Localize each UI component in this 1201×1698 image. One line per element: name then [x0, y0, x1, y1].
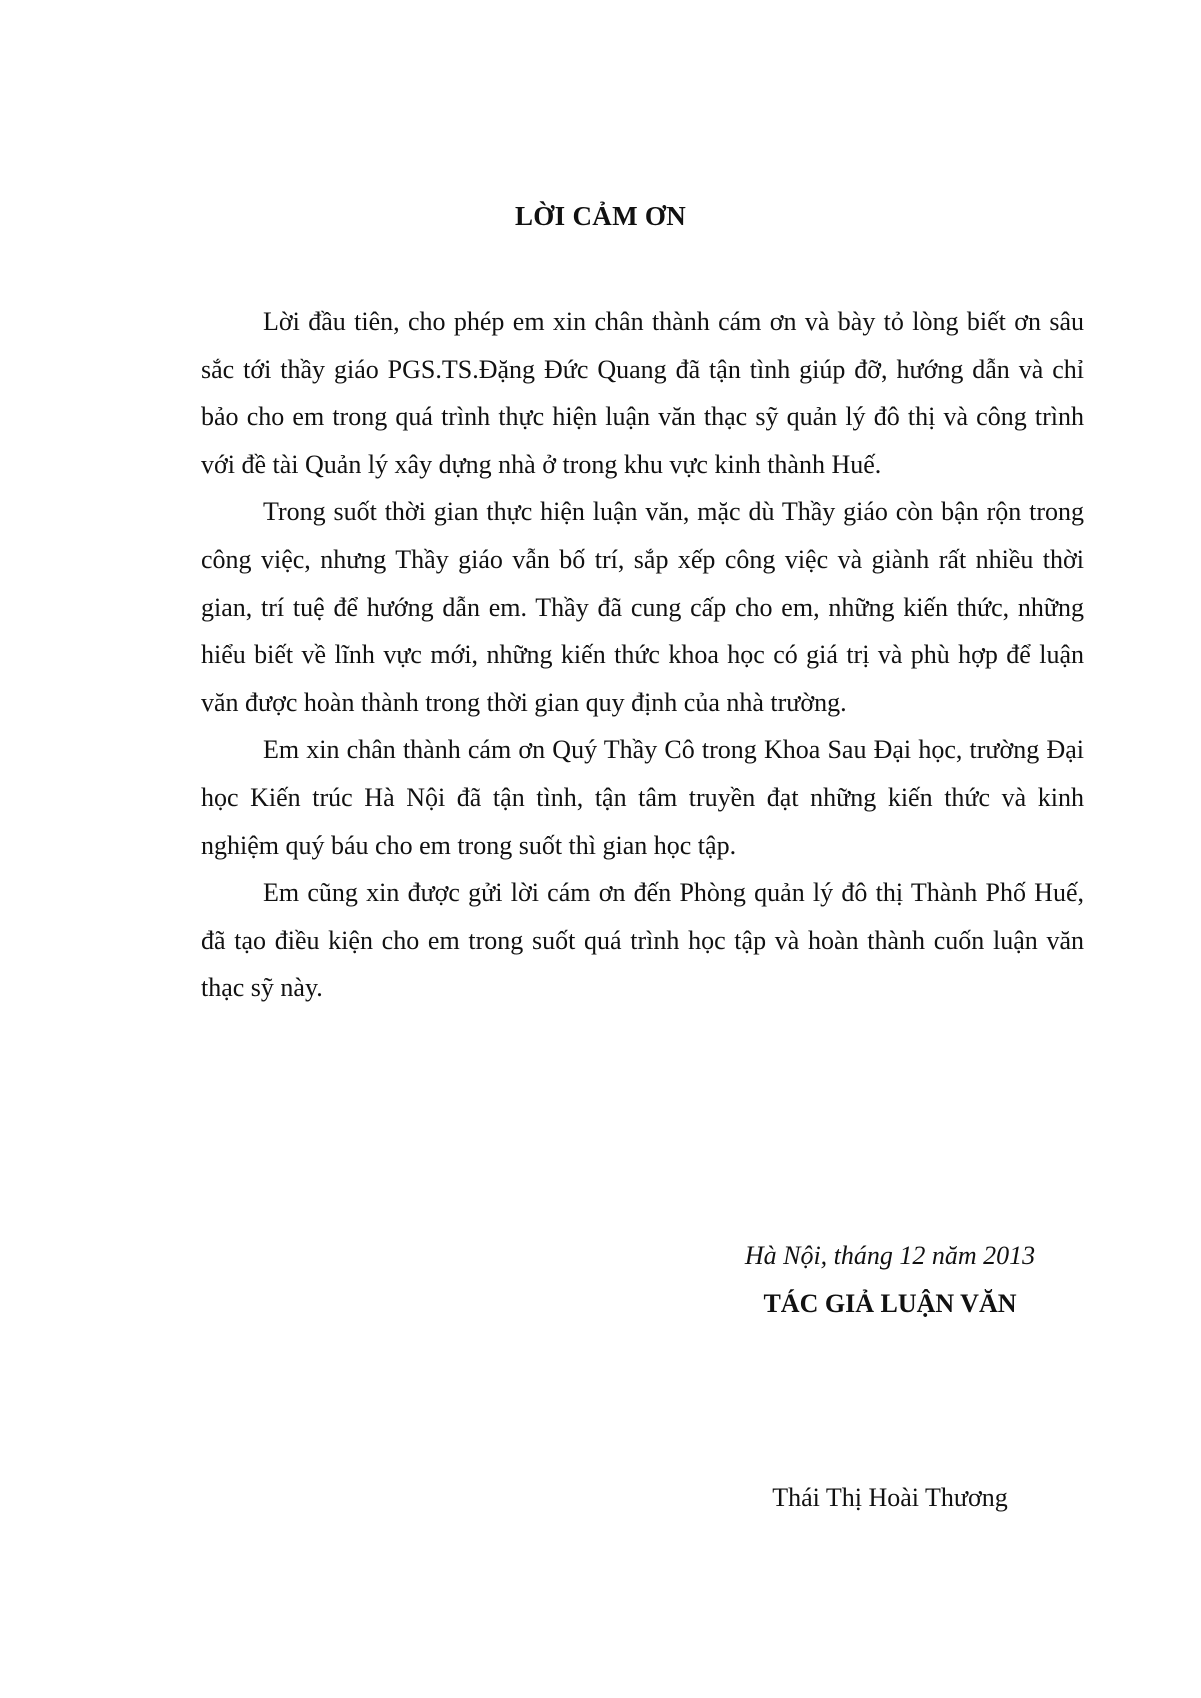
paragraph-1: Lời đầu tiên, cho phép em xin chân thành cám ơn và bày tỏ lòng biết ơn sâu sắc tới thầy giáo PGS.TS.Đặng Đức Quang đã tận tình giúp đỡ, hướng dẫn và chỉ bảo cho em trong quá trình thực hiện luận văn thạc sỹ quản lý đô thị và công trình với đề tài Quản lý xây dựng nhà ở trong khu vực kinh thành Huế. [201, 307, 1084, 479]
paragraph-2: Trong suốt thời gian thực hiện luận văn, mặc dù Thầy giáo còn bận rộn trong công việc, nhưng Thầy giáo vẫn bố trí, sắp xếp công việc và giành rất nhiều thời gian, trí tuệ để hướng dẫn em. Thầy đã cung cấp cho em, những kiến thức, những hiểu biết về lĩnh vực mới, những kiến thức khoa học có giá trị và phù hợp để luận văn được hoàn thành trong thời gian quy định của nhà trường. [201, 497, 1084, 717]
signature-name: Thái Thị Hoài Thương [772, 1483, 1008, 1512]
page-title: LỜI CẢM ƠN [515, 201, 686, 231]
paragraph-4: Em cũng xin được gửi lời cám ơn đến Phòng quản lý đô thị Thành Phố Huế, đã tạo điều kiện cho em trong suốt quá trình học tập và hoàn thành cuốn luận văn thạc sỹ này. [201, 878, 1084, 1003]
acknowledgement-body [201, 298, 1084, 1012]
signature-role: TÁC GIẢ LUẬN VĂN [763, 1289, 1017, 1318]
paragraph-3: Em xin chân thành cám ơn Quý Thầy Cô trong Khoa Sau Đại học, trường Đại học Kiến trúc Hà Nội đã tận tình, tận tâm truyền đạt những kiến thức và kinh nghiệm quý báu cho em trong suốt thì gian học tập. [201, 735, 1084, 860]
signature-place-date: Hà Nội, tháng 12 năm 2013 [744, 1241, 1036, 1270]
